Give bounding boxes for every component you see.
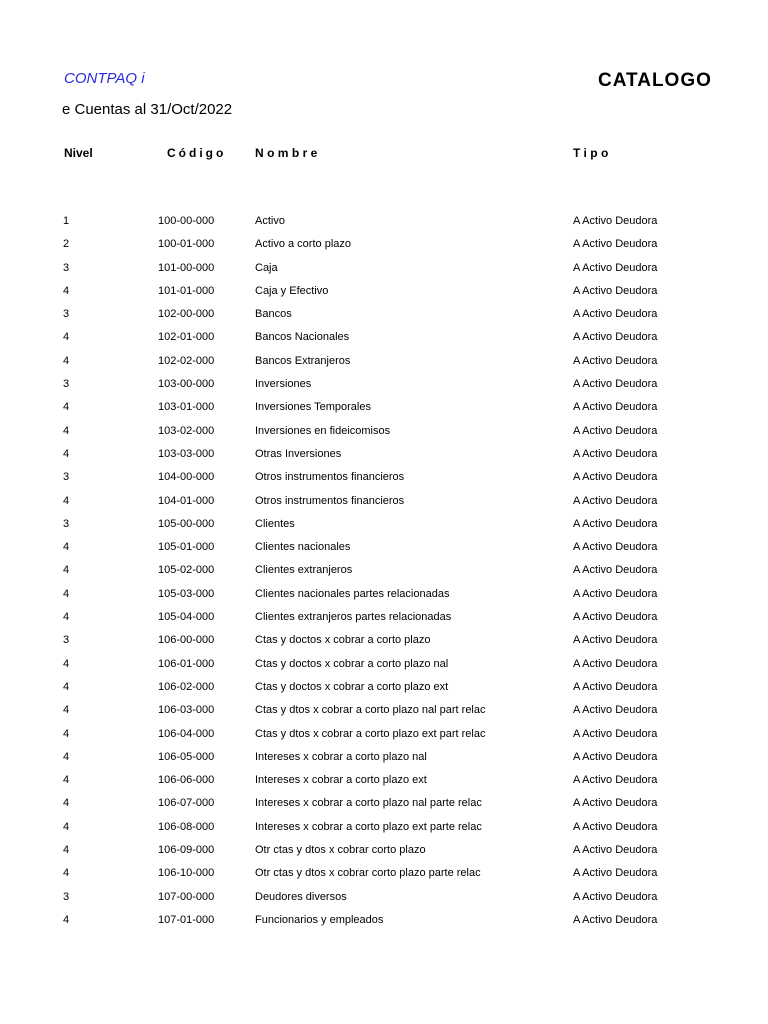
cell-nombre: Inversiones en fideicomisos xyxy=(255,424,391,437)
table-row xyxy=(0,865,768,888)
cell-tipo: A Activo Deudora xyxy=(573,261,658,274)
table-row xyxy=(0,516,768,539)
cell-nombre: Caja y Efectivo xyxy=(255,284,329,297)
cell-nombre: Intereses x cobrar a corto plazo nal parte relac xyxy=(255,797,482,810)
table-row xyxy=(0,399,768,422)
table-row xyxy=(0,772,768,795)
cell-codigo: 105-00-000 xyxy=(158,517,215,530)
table-row xyxy=(0,562,768,585)
column-header-codigo: Código xyxy=(167,146,227,160)
cell-codigo: 106-01-000 xyxy=(158,657,215,670)
table-row xyxy=(0,586,768,609)
column-header-nombre: Nombre xyxy=(255,146,321,160)
cell-tipo: A Activo Deudora xyxy=(573,727,658,740)
cell-codigo: 106-02-000 xyxy=(158,680,215,693)
cell-codigo: 106-06-000 xyxy=(158,774,215,787)
cell-nivel: 3 xyxy=(63,471,70,484)
cell-nivel: 4 xyxy=(63,587,70,600)
cell-codigo: 103-03-000 xyxy=(158,447,215,460)
cell-nivel: 4 xyxy=(63,494,70,507)
cell-nivel: 3 xyxy=(63,378,70,391)
cell-tipo: A Activo Deudora xyxy=(573,284,658,297)
cell-codigo: 106-03-000 xyxy=(158,704,215,717)
cell-codigo: 102-01-000 xyxy=(158,331,215,344)
table-row xyxy=(0,889,768,912)
table-row xyxy=(0,329,768,352)
cell-tipo: A Activo Deudora xyxy=(573,331,658,344)
cell-nombre: Inversiones xyxy=(255,378,312,391)
table-row xyxy=(0,819,768,842)
cell-tipo: A Activo Deudora xyxy=(573,471,658,484)
table-row xyxy=(0,749,768,772)
cell-codigo: 106-00-000 xyxy=(158,634,215,647)
cell-tipo: A Activo Deudora xyxy=(573,890,658,903)
cell-tipo: A Activo Deudora xyxy=(573,424,658,437)
cell-tipo: A Activo Deudora xyxy=(573,844,658,857)
cell-codigo: 103-02-000 xyxy=(158,424,215,437)
cell-nombre: Ctas y doctos x cobrar a corto plazo ext xyxy=(255,680,449,693)
cell-tipo: A Activo Deudora xyxy=(573,401,658,414)
cell-codigo: 105-01-000 xyxy=(158,541,215,554)
cell-nombre: Activo xyxy=(255,215,285,227)
cell-tipo: A Activo Deudora xyxy=(573,704,658,717)
cell-codigo: 102-00-000 xyxy=(158,308,215,321)
cell-nombre: Ctas y dtos x cobrar a corto plazo ext part relac xyxy=(255,727,486,740)
cell-nivel: 2 xyxy=(63,238,70,251)
cell-nombre: Ctas y doctos x cobrar a corto plazo xyxy=(255,634,431,647)
cell-codigo: 106-08-000 xyxy=(158,820,215,833)
cell-nombre: Deudores diversos xyxy=(255,890,347,903)
cell-codigo: 107-00-000 xyxy=(158,890,215,903)
report-subtitle: e Cuentas al 31/Oct/2022 xyxy=(62,101,233,118)
cell-nombre: Funcionarios y empleados xyxy=(255,913,384,926)
cell-nombre: Clientes nacionales xyxy=(255,541,351,554)
cell-nombre: Clientes xyxy=(255,517,295,530)
cell-nivel: 4 xyxy=(63,704,70,717)
table-row xyxy=(0,236,768,259)
cell-tipo: A Activo Deudora xyxy=(573,611,658,624)
table-row xyxy=(0,539,768,562)
cell-tipo: A Activo Deudora xyxy=(573,238,658,251)
cell-nivel: 4 xyxy=(63,820,70,833)
report-title: CATALOGO xyxy=(598,70,712,91)
table-row xyxy=(0,469,768,492)
cell-tipo: A Activo Deudora xyxy=(573,774,658,787)
cell-nivel: 1 xyxy=(63,215,70,227)
cell-nivel: 3 xyxy=(63,890,70,903)
cell-nivel: 4 xyxy=(63,354,70,367)
cell-tipo: A Activo Deudora xyxy=(573,494,658,507)
cell-codigo: 105-03-000 xyxy=(158,587,215,600)
cell-nombre: Otros instrumentos financieros xyxy=(255,471,405,484)
cell-codigo: 101-01-000 xyxy=(158,284,215,297)
brand-label: CONTPAQ i xyxy=(64,70,145,87)
cell-tipo: A Activo Deudora xyxy=(573,820,658,833)
cell-nivel: 4 xyxy=(63,797,70,810)
cell-tipo: A Activo Deudora xyxy=(573,378,658,391)
cell-nombre: Bancos Extranjeros xyxy=(255,354,351,367)
cell-codigo: 105-04-000 xyxy=(158,611,215,624)
cell-nombre: Intereses x cobrar a corto plazo ext parte relac xyxy=(255,820,482,833)
table-row xyxy=(0,912,768,935)
cell-nombre: Bancos xyxy=(255,308,292,321)
cell-tipo: A Activo Deudora xyxy=(573,517,658,530)
cell-nivel: 4 xyxy=(63,564,70,577)
cell-nombre: Inversiones Temporales xyxy=(255,401,371,414)
table-row xyxy=(0,795,768,818)
cell-nivel: 4 xyxy=(63,750,70,763)
cell-codigo: 101-00-000 xyxy=(158,261,215,274)
cell-nombre: Intereses x cobrar a corto plazo nal xyxy=(255,750,427,763)
cell-nivel: 4 xyxy=(63,774,70,787)
cell-nivel: 3 xyxy=(63,634,70,647)
cell-tipo: A Activo Deudora xyxy=(573,680,658,693)
table-row xyxy=(0,609,768,632)
cell-nombre: Otr ctas y dtos x cobrar corto plazo parte relac xyxy=(255,867,481,880)
cell-nombre: Otr ctas y dtos x cobrar corto plazo xyxy=(255,844,426,857)
cell-codigo: 100-00-000 xyxy=(158,215,215,227)
cell-codigo: 106-07-000 xyxy=(158,797,215,810)
cell-codigo: 103-00-000 xyxy=(158,378,215,391)
cell-nombre: Clientes nacionales partes relacionadas xyxy=(255,587,450,600)
cell-codigo: 100-01-000 xyxy=(158,238,215,251)
column-header-tipo: Tipo xyxy=(573,146,612,160)
cell-nivel: 4 xyxy=(63,844,70,857)
cell-nivel: 3 xyxy=(63,517,70,530)
cell-nivel: 4 xyxy=(63,867,70,880)
cell-nivel: 4 xyxy=(63,657,70,670)
cell-tipo: A Activo Deudora xyxy=(573,634,658,647)
table-row xyxy=(0,423,768,446)
accounts-table xyxy=(0,213,768,935)
cell-codigo: 102-02-000 xyxy=(158,354,215,367)
cell-nombre: Activo a corto plazo xyxy=(255,238,351,251)
cell-tipo: A Activo Deudora xyxy=(573,587,658,600)
cell-nombre: Clientes extranjeros xyxy=(255,564,353,577)
cell-nivel: 4 xyxy=(63,727,70,740)
table-row xyxy=(0,702,768,725)
cell-nombre: Otras Inversiones xyxy=(255,447,342,460)
cell-tipo: A Activo Deudora xyxy=(573,564,658,577)
cell-tipo: A Activo Deudora xyxy=(573,867,658,880)
table-row xyxy=(0,213,768,236)
cell-tipo: A Activo Deudora xyxy=(573,308,658,321)
table-row xyxy=(0,260,768,283)
table-row xyxy=(0,679,768,702)
table-row xyxy=(0,376,768,399)
cell-codigo: 104-00-000 xyxy=(158,471,215,484)
column-header-nivel: Nivel xyxy=(64,146,93,160)
cell-nivel: 3 xyxy=(63,308,70,321)
cell-nombre: Ctas y doctos x cobrar a corto plazo nal xyxy=(255,657,449,670)
cell-nivel: 4 xyxy=(63,424,70,437)
table-row xyxy=(0,632,768,655)
cell-tipo: A Activo Deudora xyxy=(573,797,658,810)
table-row xyxy=(0,283,768,306)
cell-nombre: Intereses x cobrar a corto plazo ext xyxy=(255,774,427,787)
cell-tipo: A Activo Deudora xyxy=(573,657,658,670)
table-row xyxy=(0,446,768,469)
cell-nivel: 3 xyxy=(63,261,70,274)
table-header xyxy=(0,146,768,164)
cell-tipo: A Activo Deudora xyxy=(573,541,658,554)
table-row xyxy=(0,493,768,516)
table-row xyxy=(0,656,768,679)
cell-tipo: A Activo Deudora xyxy=(573,913,658,926)
cell-nivel: 4 xyxy=(63,541,70,554)
cell-nombre: Ctas y dtos x cobrar a corto plazo nal part relac xyxy=(255,704,486,717)
table-row xyxy=(0,842,768,865)
cell-nivel: 4 xyxy=(63,913,70,926)
cell-codigo: 106-05-000 xyxy=(158,750,215,763)
cell-nombre: Bancos Nacionales xyxy=(255,331,350,344)
cell-nivel: 4 xyxy=(63,331,70,344)
cell-nivel: 4 xyxy=(63,284,70,297)
cell-nivel: 4 xyxy=(63,611,70,624)
cell-nivel: 4 xyxy=(63,447,70,460)
cell-nombre: Otros instrumentos financieros xyxy=(255,494,405,507)
cell-nombre: Caja xyxy=(255,261,278,274)
cell-tipo: A Activo Deudora xyxy=(573,354,658,367)
cell-tipo: A Activo Deudora xyxy=(573,215,658,227)
table-row xyxy=(0,726,768,749)
cell-codigo: 103-01-000 xyxy=(158,401,215,414)
cell-codigo: 106-04-000 xyxy=(158,727,215,740)
cell-nivel: 4 xyxy=(63,401,70,414)
cell-codigo: 107-01-000 xyxy=(158,913,215,926)
cell-codigo: 105-02-000 xyxy=(158,564,215,577)
cell-nombre: Clientes extranjeros partes relacionadas xyxy=(255,611,452,624)
table-row xyxy=(0,306,768,329)
cell-codigo: 106-10-000 xyxy=(158,867,215,880)
cell-codigo: 106-09-000 xyxy=(158,844,215,857)
table-row xyxy=(0,353,768,376)
cell-codigo: 104-01-000 xyxy=(158,494,215,507)
cell-tipo: A Activo Deudora xyxy=(573,447,658,460)
cell-tipo: A Activo Deudora xyxy=(573,750,658,763)
cell-nivel: 4 xyxy=(63,680,70,693)
